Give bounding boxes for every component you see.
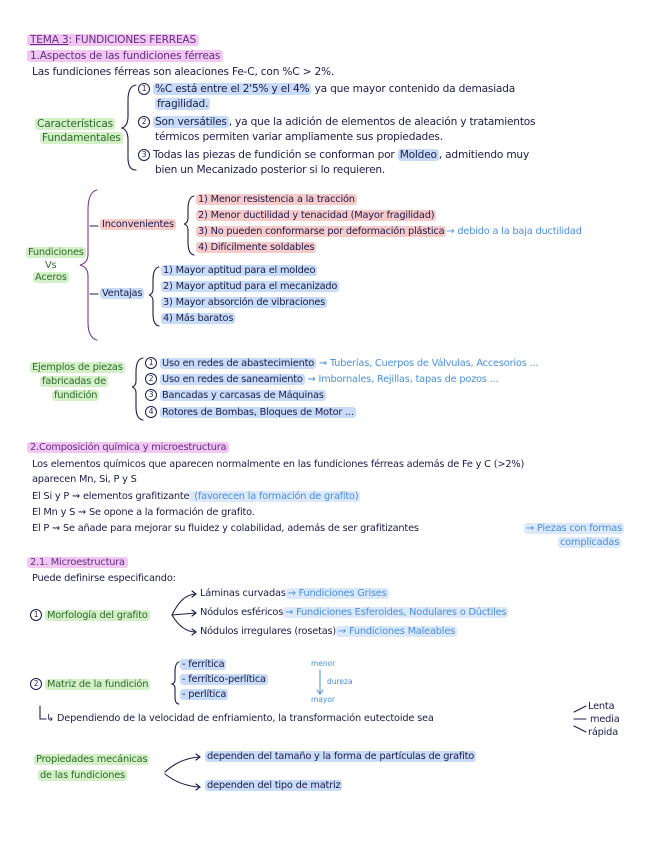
morf-item-2-text: Nódulos esféricos (200, 607, 284, 618)
vent-item-4-text: 4) Más baratos (163, 313, 234, 324)
prop-arrow-2 (165, 774, 200, 787)
section-2-heading: 2.Composición química y microestructura (27, 442, 229, 453)
vel-brace (574, 706, 586, 732)
inconvenientes-label: Inconvenientes (102, 219, 174, 230)
section-2-mn: El Mn y S ⇝ Se opone a la formación de grafito. (32, 507, 255, 518)
carac-item-2-cont: térmicos permiten variar ampliamente sus propiedades. (155, 131, 443, 143)
propiedades-label-2: de las fundiciones (40, 770, 125, 781)
propiedad-2-text: dependen del tipo de matriz (207, 780, 341, 791)
ejemplo-number-3: 3 (145, 389, 157, 401)
ejemplo-item-3-text: Bancadas y carcasas de Máquinas (162, 390, 324, 401)
section-2-p2: aparecen Mn, Si, P y S (32, 474, 137, 485)
vel-lenta: Lenta (588, 701, 615, 712)
section-21-intro: Puede definirse especificando: (32, 573, 176, 584)
dureza-label: dureza (327, 677, 353, 686)
morf-item-3-text: Nódulos irregulares (rosetas) (200, 626, 337, 637)
vent-item-2-text: 2) Mayor aptitud para el mecanizado (163, 281, 338, 292)
morf-item-3-note: → Fundiciones Maleables (338, 626, 456, 637)
ejemplo-item-1-note: ⇝ Tuberías, Cuerpos de Válvulas, Accesorios ... (316, 358, 539, 369)
carac-item-3-cont: bien un Mecanizado posterior si lo requieren. (155, 164, 386, 176)
propiedades-label-1: Propiedades mecánicas (36, 754, 148, 765)
incon-note: → debido a la baja ductilidad (446, 226, 582, 237)
carac-item-1-highlight: %C está entre el 2'5% y el 4% (155, 83, 310, 95)
ejemplo-item-1-text: Uso en redes de abastecimiento (162, 358, 315, 369)
vent-item-3-text: 3) Mayor absorción de vibraciones (163, 297, 326, 308)
carac-number-3: 3 (138, 149, 150, 161)
ejemplo-item-2-note: ⇝ Imbornales, Rejillas, tapas de pozos ... (304, 374, 499, 385)
incon-item-4-text: 4) Difícilmente soldables (198, 242, 315, 253)
caracteristicas-brace (122, 85, 136, 170)
section-2-si-text: El Si y P ⇝ elementos grafitizante (32, 491, 190, 502)
vel-rapida: rápida (588, 727, 618, 738)
ventajas-brace (149, 267, 159, 326)
inconvenientes-brace (184, 196, 194, 255)
section-2-p1: Los elementos químicos que aparecen normalmente en las fundiciones férreas además de Fe y C (>2%) (32, 459, 525, 470)
matriz-brace (172, 662, 179, 704)
section-1-intro: Las fundiciones férreas son aleaciones Fe-C, con %C > 2%. (32, 66, 335, 78)
ejemplo-item-2-text: Uso en redes de saneamiento (162, 374, 303, 385)
morf-item-2-note: → Fundiciones Esferoides, Nodulares o Dúctiles (285, 607, 507, 618)
fva-label-1: Fundiciones (28, 247, 84, 258)
fva-label-3: Aceros (35, 272, 67, 283)
matriz-item-3-text: - perlítica (182, 689, 227, 700)
carac-item-3-text: Todas las piezas de fundición se conforman por (153, 149, 398, 161)
carac-item-3-moldeo: Moldeo (399, 149, 437, 161)
carac-item-1-text: ya que mayor contenido da demasiada (311, 83, 516, 95)
matriz-label-text: Matriz de la fundición (47, 679, 149, 690)
section-1-heading: 1.Aspectos de las fundiciones férreas (27, 50, 223, 62)
ejemplo-item-4-text: Rotores de Bombas, Bloques de Motor ... (162, 407, 354, 418)
vent-item-1-text: 1) Mayor aptitud para el moldeo (163, 265, 316, 276)
ejemplos-label-2: fabricadas de (42, 376, 106, 387)
carac-item-3-text-b: , admitiendo muy (438, 149, 530, 161)
fva-label-2: Vs (45, 260, 57, 271)
depende-text: ↳ Dependiendo de la velocidad de enfriamiento, la transformación eutectoide sea (46, 713, 434, 724)
menor-label: menor (311, 659, 336, 668)
mayor-label: mayor (311, 695, 336, 704)
ejemplo-number-2: 2 (145, 373, 157, 385)
section-2-si-note: (favorecen la formación de grafito) (191, 491, 359, 502)
depende-hook (40, 706, 46, 719)
carac-number-2: 2 (138, 116, 150, 128)
morfologia-number: 1 (30, 609, 42, 621)
ejemplos-label-3: fundición (54, 390, 98, 401)
matriz-item-1-text: - ferrítica (182, 659, 225, 670)
morf-item-1-note: → Fundiciones Grises (287, 588, 387, 599)
caracteristicas-label-2: Fundamentales (42, 132, 121, 144)
morfologia-label-text: Morfología del grafito (47, 610, 148, 621)
tema-name: : FUNDICIONES FERREAS (68, 34, 197, 46)
caracteristicas-label-1: Características (37, 118, 113, 130)
ejemplos-brace (132, 358, 143, 420)
incon-item-1-text: 1) Menor resistencia a la tracción (198, 194, 355, 205)
matriz-item-2-text: - ferrítico-perlítica (182, 674, 266, 685)
morf-arrow-2 (172, 613, 196, 615)
ventajas-label: Ventajas (102, 288, 143, 299)
incon-item-3-text: 3) No pueden conformarse por deformación plástica (198, 226, 445, 237)
section-2-p-note-1: → Piezas con formas (526, 523, 622, 534)
carac-item-2-highlight: Son versátiles (155, 116, 227, 128)
prop-arrow-1 (165, 757, 200, 772)
section-2-p-note-2: complicadas (560, 537, 620, 548)
incon-item-2-text: 2) Menor ductilidad y tenacidad (Mayor fragilidad) (198, 210, 435, 221)
fva-brace (80, 190, 97, 340)
ejemplo-number-4: 4 (145, 406, 157, 418)
section-21-heading: 2.1. Microestructura (27, 557, 128, 568)
carac-item-1-fragilidad: fragilidad. (157, 98, 209, 110)
morf-item-1-text: Láminas curvadas (200, 588, 286, 599)
matriz-number: 2 (30, 678, 42, 690)
vel-media: media (590, 714, 620, 725)
carac-item-2-text: , ya que la adición de elementos de aleación y tratamientos (228, 116, 536, 128)
propiedad-1-text: dependen del tamaño y la forma de partículas de grafito (207, 751, 475, 762)
tema-number: TEMA 3 (30, 34, 69, 46)
ejemplos-label-1: Ejemplos de piezas (32, 362, 123, 373)
carac-number-1: 1 (138, 83, 150, 95)
ejemplo-number-1: 1 (145, 357, 157, 369)
section-2-p: El P ⇝ Se añade para mejorar su fluidez y colabilidad, además de ser grafitizantes (32, 523, 419, 534)
